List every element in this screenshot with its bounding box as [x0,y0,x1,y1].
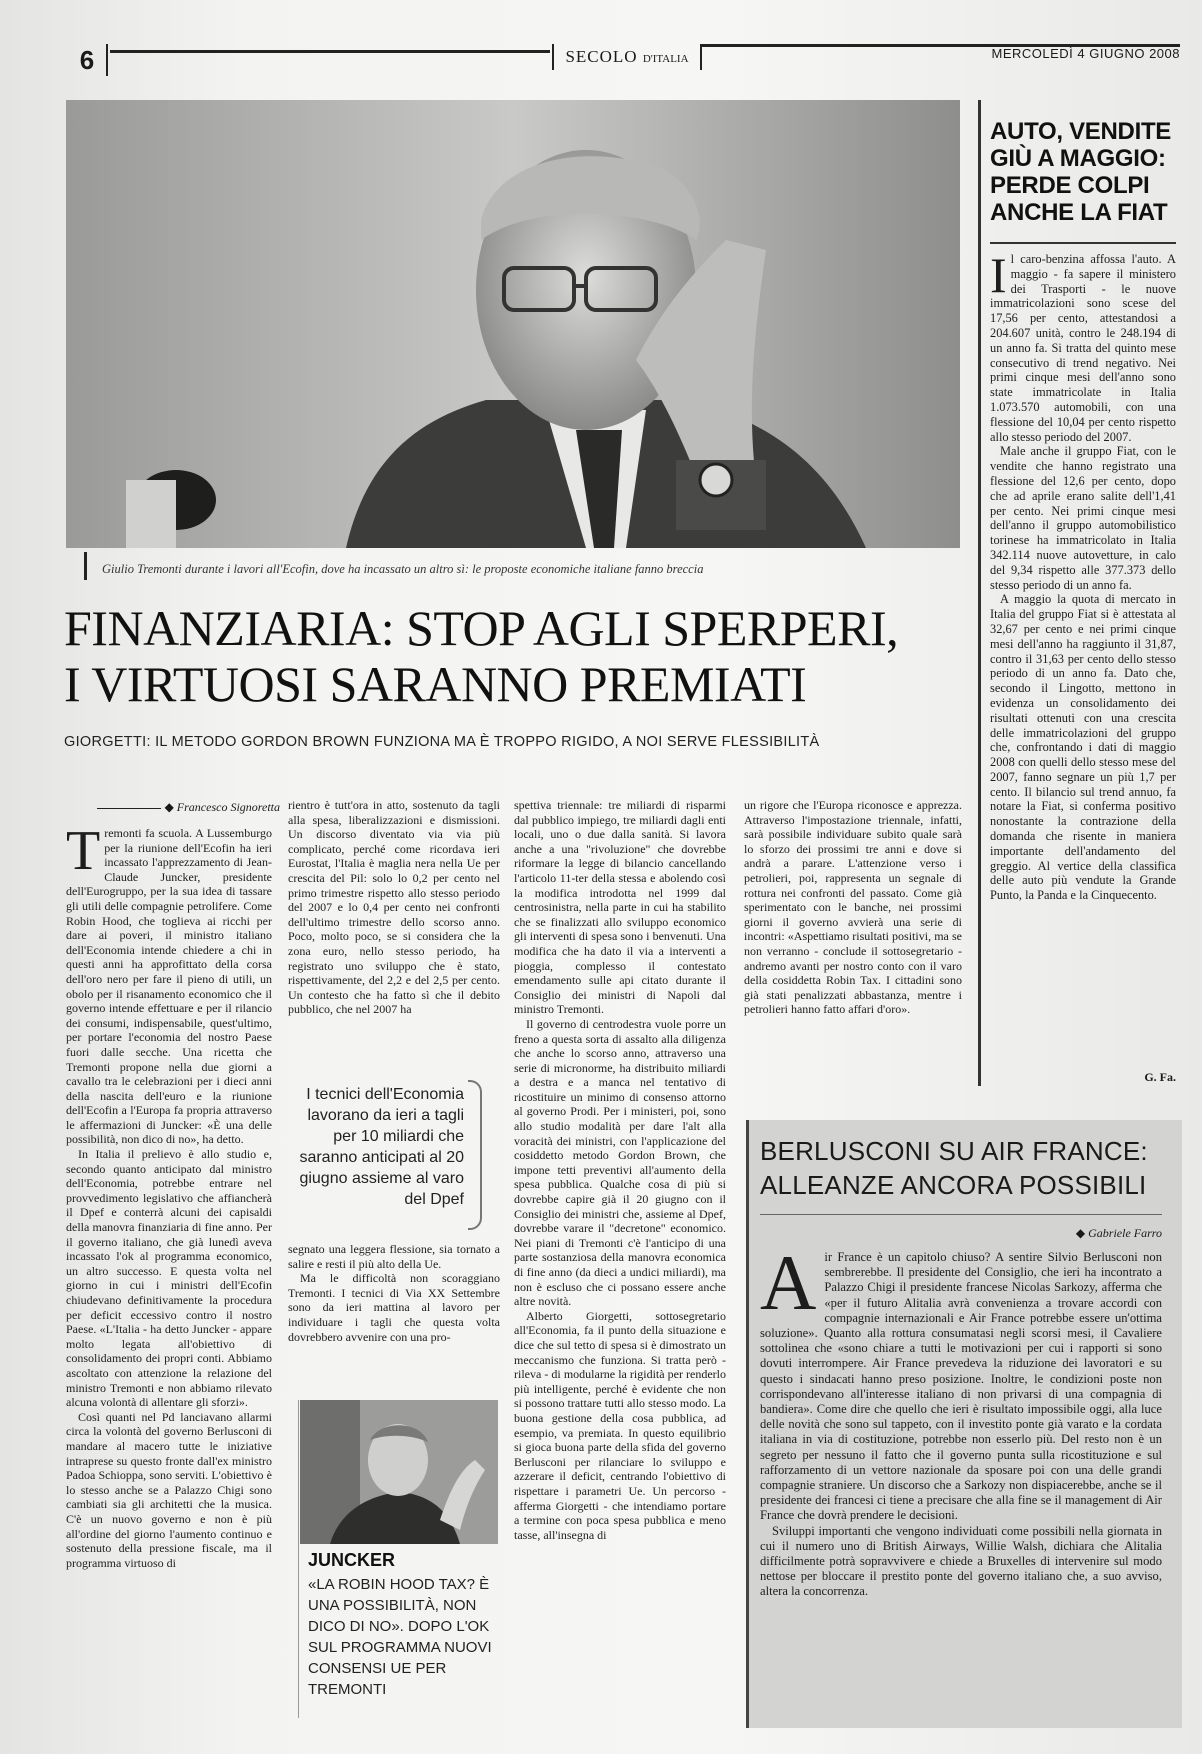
sidebar-signature: G. Fa. [1144,1070,1176,1084]
masthead-subtitle: D'ITALIA [642,53,689,65]
article-paragraph: Il governo di centrodestra vuole porre un freno a questa sorta di assalto alla diligenza che anche lo scorso anno, attraverso una serie di micronorme, ha distribuito miliardi a destra e a manca nel tentativo di ricostituire un minimo di consenso attorno al governo Prodi. Per i ministeri, poi, sono allo studio modalità per dare l'alt alla voracità dei ministri, con l'applicazione del cosiddetto metodo Gordon Brown, che impone tetti preventivi all'aumento della spesa pubblica. Qualche cosa di più si dovrebbe capire già il 20 giugno con il Consiglio dei ministri che, assieme al Dpef, dovrebbe varare il "decretone" economico. Nei piani di Tremonti c'è l'anticipo di una parte sostanziosa della manovra economica di fine anno (da dieci a undici miliardi), ma non è escluso che ci possano essere anche altre novità. [514,1016,726,1309]
sidebar-paragraph: A maggio la quota di mercato in Italia del gruppo Fiat si è attestata al 32,67 per cento e nei primi cinque mesi dell'anno ha raggiunto il 31,87, contro il 31,63 per cento dello stesso periodo di un anno fa. Dato che, secondo il Lingotto, mettono in evidenza un consolidamento dei risultati ottenuti con una crescita delle immatricolazioni del gruppo che, confrontando i dati di maggio 2008 con quelli dello stesso mese del 2007, fanno segnare un più 1,7 per cento. Il bilancio sul trend annuo, fa notare la Fiat, si conferma positivo nonostante la contrazione della domanda che risente in maniera importante dell'andamento del greggio. Al vertice della classifica delle auto più vendute la Grande Punto, la Panda e la Cinquecento. [990,592,1176,903]
article-headline [64,600,944,712]
box-title-line-2: ALLEANZE ANCORA POSSIBILI [760,1170,1147,1200]
article-column-3 [514,798,726,1730]
article-paragraph-text: remonti fa scuola. A Lussemburgo per la riunione dell'Ecofin ha ieri incassato l'apprezzamento di Jean-Claude Juncker, presidente dell'Eurogruppo, per la sua idea di tassare gli utili delle compagnie petrolifere. Come Robin Hood, che toglieva ai ricchi per dare ai poveri, il ministro italiano dell'Economia intende chiedere a chi in questi anni ha approfittato della corsa dell'oro nero per fare il pieno di utili, un obolo per il risanamento economico che il governo intende effettuare e per il rilancio dei consumi, indispensabile, quest'ultimo, per portare l'economia del nostro Paese fuori dalle secche. Una ricetta che Tremonti propone nella due giorni a cavallo tra le celebrazioni per i dieci anni della nascita dell'euro e la riunione dell'Ecofin a l'Europa fa propria attraverso le affermazioni di Juncker: «È una delle possibilità, non dico di no», ha detto. [66,826,272,1147]
sidebar-berlusconi-body [760,1250,1162,1720]
article-paragraph: Così quanti nel Pd lanciavano allarmi circa la volontà del governo Berlusconi di mandare al macero tutte le iniziative intraprese su questo fronte dall'ex ministro Padoa Schioppa, sono serviti. L'obiettivo è lo stesso anche se a Palazzo Chigi sono cambiati sia gli architetti che la musica. C'è un nuovo governo e non è più all'ordine del giorno l'aumento continuo e sostenuto della pressione fiscale, ma il programma virtuoso di [66,1409,272,1570]
juncker-portrait-image [300,1400,498,1544]
headline-line-1: FINANZIARIA: STOP AGLI SPERPERI, [64,600,899,656]
article-byline: ◆ Francesco Signoretta [66,800,280,815]
issue-date: MERCOLEDÌ 4 GIUGNO 2008 [991,46,1180,61]
tremonti-portrait-image [66,100,960,548]
sidebar-paragraph: Male anche il gruppo Fiat, con le vendite che hanno registrato una flessione del 12,6 per cento, dopo che ad aprile erano salite dell'1,41 per cento. Nei primi cinque mesi dell'anno il gruppo automobilistico torinese ha immatricolato in Italia 342.114 nuove autovetture, in calo del 9,34 rispetto alle 377.373 dello stesso periodo di un anno fa. [990,444,1176,592]
juncker-photo [300,1400,498,1544]
article-paragraph: In Italia il prelievo è allo studio e, secondo quanto anticipato dal ministro dell'Economia, potrebbe entrare nel provvedimento legislativo che affiancherà il Dpef e conterrà alcuni dei capisaldi della manovra finanziaria di fine anno. Per il governo italiano, che già lunedì aveva incassato l'ok al programma economico, un altro successo. E questa volta nel giorno in cui i ministri dell'Ecofin chiudevano definitivamente la procedura per deficit eccessivo contro il nostro Paese. «L'Italia - ha detto Juncker - appare molto legata all'obiettivo di consolidamento dei propri conti. Abbiamo ascoltato con attenzione la relazione del ministro Tremonti e non abbiamo rilevato alcuna volontà di allentare gli sforzi». [66,1147,272,1410]
sidebar-paragraph [990,252,1176,444]
sidebar-auto-body [990,252,1176,1072]
sidebar-paragraph-text: l caro-benzina affossa l'auto. A maggio - fa sapere il ministero dei Trasporti - le nuove immatricolazioni sono scese del 17,56 per cento, attestandosi a 204.607 unità, contro le 248.194 di un anno fa. Si tratta del quinto mese consecutivo di trend negativo. Nei primi cinque mesi dell'anno sono state immatricolate in Italia 1.073.570 automobili, con una flessione del 10,04 per cento rispetto allo stesso periodo del 2007. [990,252,1176,444]
article-paragraph: un rigore che l'Europa riconosce e apprezza. Attraverso l'impostazione triennale, infatti, sarà possibile individuare subito quale sarà lo sforzo dei prossimi tre anni e dove si andrà a parare. L'attenzione verso i petrolieri, poi, rappresenta un segnale di rottura nei confronti del passato. Come già sperimentato con le banche, nei prossimi giorni il governo avvierà una serie di incontri: «Aspettiamo risultati positivi, ma se non verranno - conclude il sottosegretario - andremo avanti per nostro conto con il varo della cosiddetta Robin Tax. I cittadini sono già stati penalizzati abbastanza, mentre i petrolieri hanno fatto affari d'oro». [744,798,962,1017]
box-byline-author: Gabriele Farro [1088,1226,1162,1240]
sidebar-dropcap: I [990,252,1007,303]
caption-bar [84,552,87,580]
box-paragraph: Sviluppi importanti che vengono individuati come possibili nella giornata in cui il numero uno di British Airways, Willie Walsh, dichiara che Alitalia difficilmente potrà sopravvivere e chiede a Bruxelles di intervenire sul modo nettose per bloccare il prestito ponte del governo italiano che, a suo avviso, altera la concorrenza. [760,1523,1162,1599]
article-dropcap: T [66,826,101,882]
sidebar-berlusconi-byline: ◆ Gabriele Farro [1075,1226,1162,1240]
photo-caption: Giulio Tremonti durante i lavori all'Ecofin, dove ha incassato un altro sì: le proposte economiche italiane fanno breccia [102,562,704,576]
sidebar-auto-title: AUTO, VENDITE GIÙ A MAGGIO: PERDE COLPI ANCHE LA FIAT [990,118,1172,226]
article-paragraph: spettiva triennale: tre miliardi di risparmi dal pubblico impiego, tre miliardi dagli enti locali, uno o due dalla sanità. Si lavora anche a una "rivoluzione" che dovrebbe riformare la legge di bilancio cancellando l'articolo 11-ter della stessa e abolendo così la modifica introdotta nel 1999 dal centrosinistra, nella parte in cui ha stabilito che se finalizzati allo sviluppo economico gli interventi di spesa sono i benvenuti. Una modifica che ha dato il via a interventi a pioggia, complesso il contestato emendamento sulle api citato durante il Consiglio dei ministri di Napoli dal ministro Tremonti. [514,798,726,1017]
box-rule [760,1214,1162,1215]
article-column-2-continued [288,1242,500,1392]
article-column-4 [744,798,962,1088]
pull-quote-bracket [468,1080,482,1230]
pull-quote: I tecnici dell'Economia lavorano da ieri a tagli per 10 miliardi che saranno anticipati al 20 giugno assieme al varo del Dpef [299,1086,464,1208]
article-paragraph: Alberto Giorgetti, sottosegretario all'Economia, fa il punto della situazione e dice che sul tetto di spesa si è dimostrato un meccanismo che funziona. Si tratta però - rileva - di modularne la rigidità per renderlo più intelligente, perché è evidente che non si possono trattare tutti allo stesso modo. La buona gestione della cosa pubblica, ad esempio, va premiata. In questo equilibrio si gioca buona parte della sfida del governo Berlusconi per rilanciare lo sviluppo e azzerare il deficit, centrando l'obiettivo di rispettare i parametri Ue. Un percorso - afferma Giorgetti - che intendiamo portare a termine con poca spesa pubblica e meno tasse, all'insegna di [514,1308,726,1542]
article-subheadline: GIORGETTI: IL METODO GORDON BROWN FUNZIONA MA È TROPPO RIGIDO, A NOI SERVE FLESSIBILITÀ [64,734,820,750]
box-paragraph [760,1250,1162,1524]
article-column-1 [66,826,272,1700]
masthead [552,44,702,70]
byline-author: Francesco Signoretta [176,800,280,814]
box-title-line-1: BERLUSCONI SU AIR FRANCE: [760,1136,1148,1166]
headline-line-2: I VIRTUOSI SARANNO PREMIATI [64,656,807,712]
article-paragraph [66,826,272,1147]
main-photo [66,100,960,548]
sidebar-title-rule [990,242,1176,244]
box-paragraph-text: ir France è un capitolo chiuso? A sentire Silvio Berlusconi non sembrerebbe. Il presidente del Consiglio, che ieri ha incontrato a Palazzo Chigi il presidente francese Nicolas Sarkozy, afferma che «per il futuro Alitalia avrà convenienza a trovare accordi con compagnie internazionali e Air France potrebbe essere un'ottima soluzione». Quanto alla rottura consumatasi negli scorsi mesi, il Cavaliere sottolinea che «sono chiare a tutti le motivazioni per cui i rapporti si sono dovuti interrompere. Air France prevedeva la riduzione dei lavoratori e su questo i sindacati hanno preso posizione. Inoltre, le condizioni poste non corrispondevano all'interesse italiano di non privarsi di una compagnia di bandiera». Come dire che quello che ieri è risultato impossibile oggi, alla luce delle novità che sono sul tappeto, con il investito ponte già varato e la cordata italiana in via di costituzione, potrebbe non esserlo più. Del resto non è un segreto per nessuno il fatto che il governo punta sulla ricostituzione e sul rafforzamento di un vettore nazionale da sposare poi con una delle grandi compagnie straniere. Un discorso che a Sarkozy non dispiacerebbe, anche se il presidente dei francesi ci tiene a precisare che alla fine se il management di Air France che dovrà prendere le decisioni. [760,1250,1162,1523]
article-paragraph: segnato una leggera flessione, sia tornato a salire e resti il più alto della Ue. [288,1242,500,1271]
header-rule-left [110,50,550,53]
masthead-title: SECOLO [565,47,638,66]
page-number: 6 [68,44,108,76]
juncker-name: JUNCKER [308,1550,396,1570]
article-paragraph: Ma le difficoltà non scoraggiano Tremonti. I tecnici di Via XX Settembre sono da ieri mattina al lavoro per individuare i tagli che questa volta dovrebbero avvenire con una pro- [288,1271,500,1344]
box-dropcap: A [760,1250,817,1326]
article-column-2 [288,798,500,1044]
juncker-quote: «LA ROBIN HOOD TAX? È UNA POSSIBILITÀ, NON DICO DI NO». DOPO L'OK SUL PROGRAMMA NUOVI CONSENSI UE PER TREMONTI [308,1576,492,1698]
sidebar-berlusconi-title [760,1134,1174,1202]
article-paragraph: rientro è tutt'ora in atto, sostenuto da tagli alla spesa, liberalizzazioni e dismissioni. Un discorso diventato via via più complicato, perché come ricordava ieri Eurostat, l'Italia è maglia nera nella Ue per crescita del Pil: solo lo 0,2 per cento nel primo trimestre rispetto allo stesso periodo del 2007 e lo 0,4 per cento nei confronti dell'ultimo trimestre dello scorso anno. Poco, molto poco, se si considera che la zona euro, nello stesso periodo, ha registrato uno sviluppo che è stato, rispettivamente, del 2,2 e del 2,5 per cento. Un contesto che ha fatto sì che il debito pubblico, che nel 2007 ha [288,798,500,1017]
